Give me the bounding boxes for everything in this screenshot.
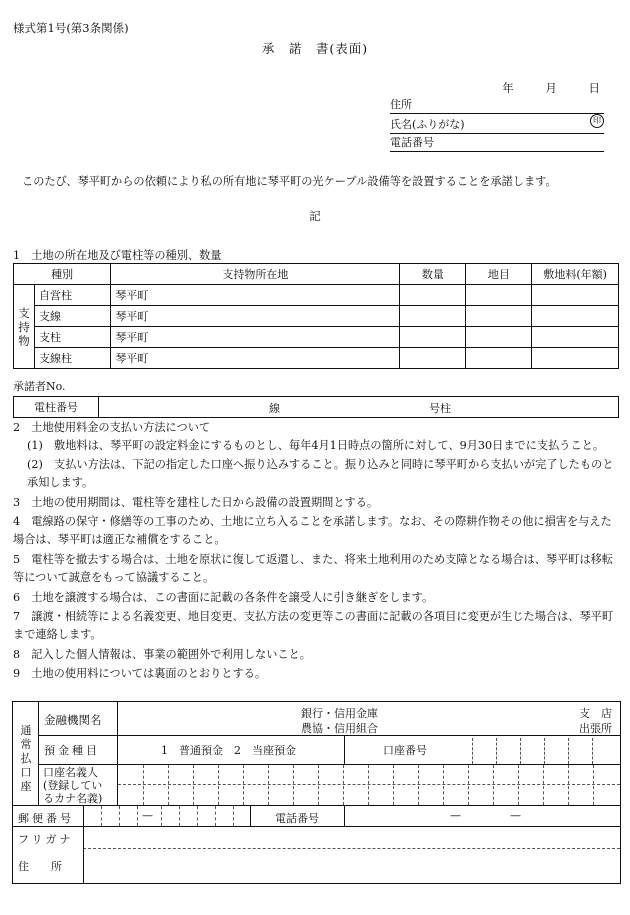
name-label: 氏名(ふりがな)	[390, 118, 465, 131]
row-location[interactable]: 琴平町	[111, 348, 400, 369]
date-day: 日	[588, 81, 600, 95]
header-site-fee: 敷地料(年額)	[532, 264, 619, 285]
postal-dash: —	[142, 809, 153, 822]
section1-title: 1 土地の所在地及び電柱等の種別、数量	[13, 249, 222, 262]
row-fee[interactable]	[532, 327, 619, 348]
row-location[interactable]: 琴平町	[111, 327, 400, 348]
deposit-options[interactable]: 1 普通預金 2 当座預金	[161, 744, 296, 757]
branch-1: 支 店	[579, 707, 612, 720]
row-type: 支柱	[35, 327, 111, 348]
row-quantity[interactable]	[400, 348, 466, 369]
row-quantity[interactable]	[400, 327, 466, 348]
consent-statement: このたび、琴平町からの依頼により私の所有地に琴平町の光ケーブル設備等を設置することを承諾します。	[22, 175, 557, 188]
pole-number-table	[13, 396, 619, 418]
bank-types-1: 銀行・信用金庫	[301, 707, 378, 720]
header-quantity: 数量	[400, 264, 466, 285]
deposit-type-label: 預金種目	[44, 744, 100, 757]
address-label: 住所	[390, 98, 412, 111]
item-3: 3 土地の使用期間は、電柱等を建柱した日から設備の設置期間とする。	[13, 496, 379, 509]
phone-label: 電話番号	[390, 136, 434, 149]
account-number-label: 口座番号	[383, 744, 427, 757]
row-quantity[interactable]	[400, 306, 466, 327]
item-2: 2 土地使用料金の支払い方法について	[13, 421, 211, 434]
item-5: 5 電柱等を撤去する場合は、土地を原状に復して返還し、また、将来土地利用のため支障となる場合は、琴平町は移転等について誠意をもって協議すること。	[13, 553, 614, 584]
phone-dash-2: —	[510, 809, 521, 822]
header-land-category: 地目	[466, 264, 532, 285]
date-year: 年	[502, 81, 514, 95]
phone-field[interactable]	[390, 134, 604, 152]
bank-account-form	[12, 701, 621, 884]
row-location[interactable]: 琴平町	[111, 285, 400, 306]
header-location: 支持物所在地	[111, 264, 400, 285]
row-type: 支線	[35, 306, 111, 327]
pole-number-field[interactable]	[99, 397, 619, 418]
consenter-number: 承諾者No.	[13, 380, 66, 393]
item-2-1: (1) 敷地料は、琴平町の設定料金にするものとし、毎年4月1日時点の箇所に対して、9月30日までに支払うこと。	[27, 439, 605, 452]
row-type: 支線柱	[35, 348, 111, 369]
row-fee[interactable]	[532, 306, 619, 327]
ki-heading: 記	[309, 209, 321, 223]
item-4: 4 電線路の保守・修繕等の工事のため、土地に立ち入ることを承諾します。なお、その際耕作物その他に損害を与えた場合は、琴平町は適正な補償をすること。	[13, 515, 612, 546]
row-location[interactable]: 琴平町	[111, 306, 400, 327]
date-row	[474, 80, 600, 96]
regular-account-label: 通 常 払 口 座	[20, 724, 32, 793]
line-label: 線	[269, 402, 280, 415]
furigana-field[interactable]	[85, 828, 618, 847]
name-field[interactable]	[390, 116, 604, 134]
header-type: 種別	[14, 264, 111, 285]
pole-label: 号柱	[429, 402, 451, 415]
item-8: 8 記入した個人情報は、事業の範囲外で利用しないこと。	[13, 648, 311, 661]
item-7: 7 譲渡・相続等による名義変更、地目変更、支払方法の変更等この書面に記載の各項目に変更が生じた場合は、琴平町まで連絡します。	[13, 610, 614, 641]
item-9: 9 土地の使用料については裏面のとおりとする。	[13, 667, 267, 680]
address-label: 住 所	[18, 860, 62, 873]
row-fee[interactable]	[532, 285, 619, 306]
support-table	[13, 263, 619, 369]
form-number: 様式第1号(第3条関係)	[13, 21, 129, 35]
branch-2: 出張所	[579, 722, 612, 735]
institution-label: 金融機関名	[44, 713, 102, 727]
item-2-2: (2) 支払い方法は、下記の指定した口座へ振り込みすること。振り込みと同時に琴平町から支払いが完了したものと承知します。	[27, 458, 614, 489]
row-land[interactable]	[466, 327, 532, 348]
date-month: 月	[545, 81, 557, 95]
address-field-bank[interactable]	[85, 850, 618, 881]
pole-number-label: 電柱番号	[14, 397, 99, 418]
row-quantity[interactable]	[400, 285, 466, 306]
row-land[interactable]	[466, 348, 532, 369]
bank-types-2: 農協・信用組合	[301, 722, 378, 735]
row-fee[interactable]	[532, 348, 619, 369]
address-field[interactable]	[390, 96, 604, 114]
account-holder-label: 口座名義人 (登録してい るカナ名義)	[43, 766, 103, 805]
postal-code-label: 郵便番号	[18, 812, 74, 825]
page-title: 承 諾 書(表面)	[261, 41, 369, 56]
row-type: 自営柱	[35, 285, 111, 306]
group-label: 支 持 物	[14, 285, 35, 369]
furigana-label: フリガナ	[18, 833, 74, 846]
row-land[interactable]	[466, 285, 532, 306]
phone-dash-1: —	[450, 809, 461, 822]
item-6: 6 土地を譲渡する場合は、この書面に記載の各条件を譲受人に引き継ぎをします。	[13, 591, 434, 604]
seal-icon: 印	[590, 114, 604, 128]
phone-number-label: 電話番号	[275, 812, 319, 825]
row-land[interactable]	[466, 306, 532, 327]
